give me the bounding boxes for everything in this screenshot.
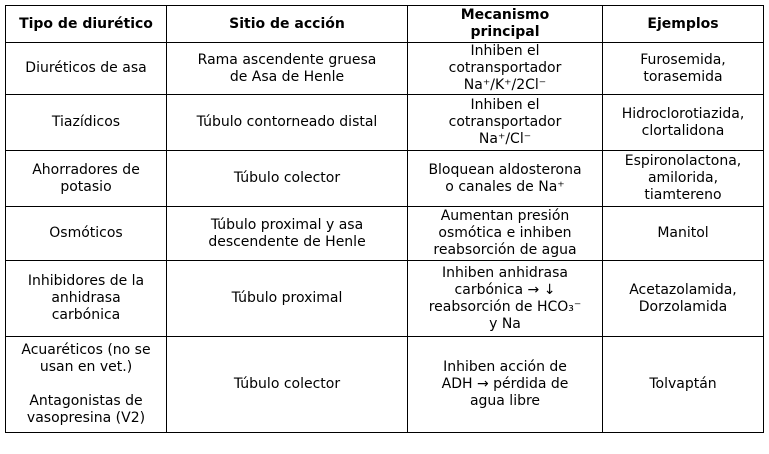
cell-mecanismo: Bloquean aldosterona o canales de Na⁺ [408,151,603,207]
cell-tipo: Inhibidores de la anhidrasa carbónica [6,261,167,337]
cell-sitio: Túbulo colector [167,151,408,207]
cell-ejemplos: Hidroclorotiazida, clortalidona [603,95,764,151]
table-row [6,43,764,95]
cell-mecanismo: Inhiben acción de ADH → pérdida de agua libre [408,337,603,433]
cell-tipo: Diuréticos de asa [6,43,167,95]
cell-ejemplos: Espironolactona, amilorida, tiamtereno [603,151,764,207]
header-mecanismo: Mecanismo principal [408,6,603,43]
diuretics-table [5,5,764,433]
table-row [6,151,764,207]
cell-ejemplos: Tolvaptán [603,337,764,433]
cell-tipo: Ahorradores de potasio [6,151,167,207]
cell-ejemplos: Acetazolamida, Dorzolamida [603,261,764,337]
cell-mecanismo: Aumentan presión osmótica e inhiben reabsorción de agua [408,207,603,261]
cell-ejemplos: Furosemida, torasemida [603,43,764,95]
table-row [6,207,764,261]
cell-sitio: Túbulo proximal y asa descendente de Henle [167,207,408,261]
cell-mecanismo: Inhiben anhidrasa carbónica → ↓ reabsorción de HCO₃⁻ y Na [408,261,603,337]
header-ejemplos: Ejemplos [603,6,764,43]
cell-tipo: Acuaréticos (no se usan en vet.) Antagonistas de vasopresina (V2) [6,337,167,433]
cell-sitio: Rama ascendente gruesa de Asa de Henle [167,43,408,95]
table-row [6,261,764,337]
table-row [6,95,764,151]
cell-sitio: Túbulo colector [167,337,408,433]
header-tipo: Tipo de diurético [6,6,167,43]
header-sitio: Sitio de acción [167,6,408,43]
table-row [6,337,764,433]
cell-tipo: Osmóticos [6,207,167,261]
cell-sitio: Túbulo proximal [167,261,408,337]
cell-mecanismo: Inhiben el cotransportador Na⁺/Cl⁻ [408,95,603,151]
cell-sitio: Túbulo contorneado distal [167,95,408,151]
cell-ejemplos: Manitol [603,207,764,261]
cell-mecanismo: Inhiben el cotransportador Na⁺/K⁺/2Cl⁻ [408,43,603,95]
cell-tipo: Tiazídicos [6,95,167,151]
table-header-row [6,6,764,43]
